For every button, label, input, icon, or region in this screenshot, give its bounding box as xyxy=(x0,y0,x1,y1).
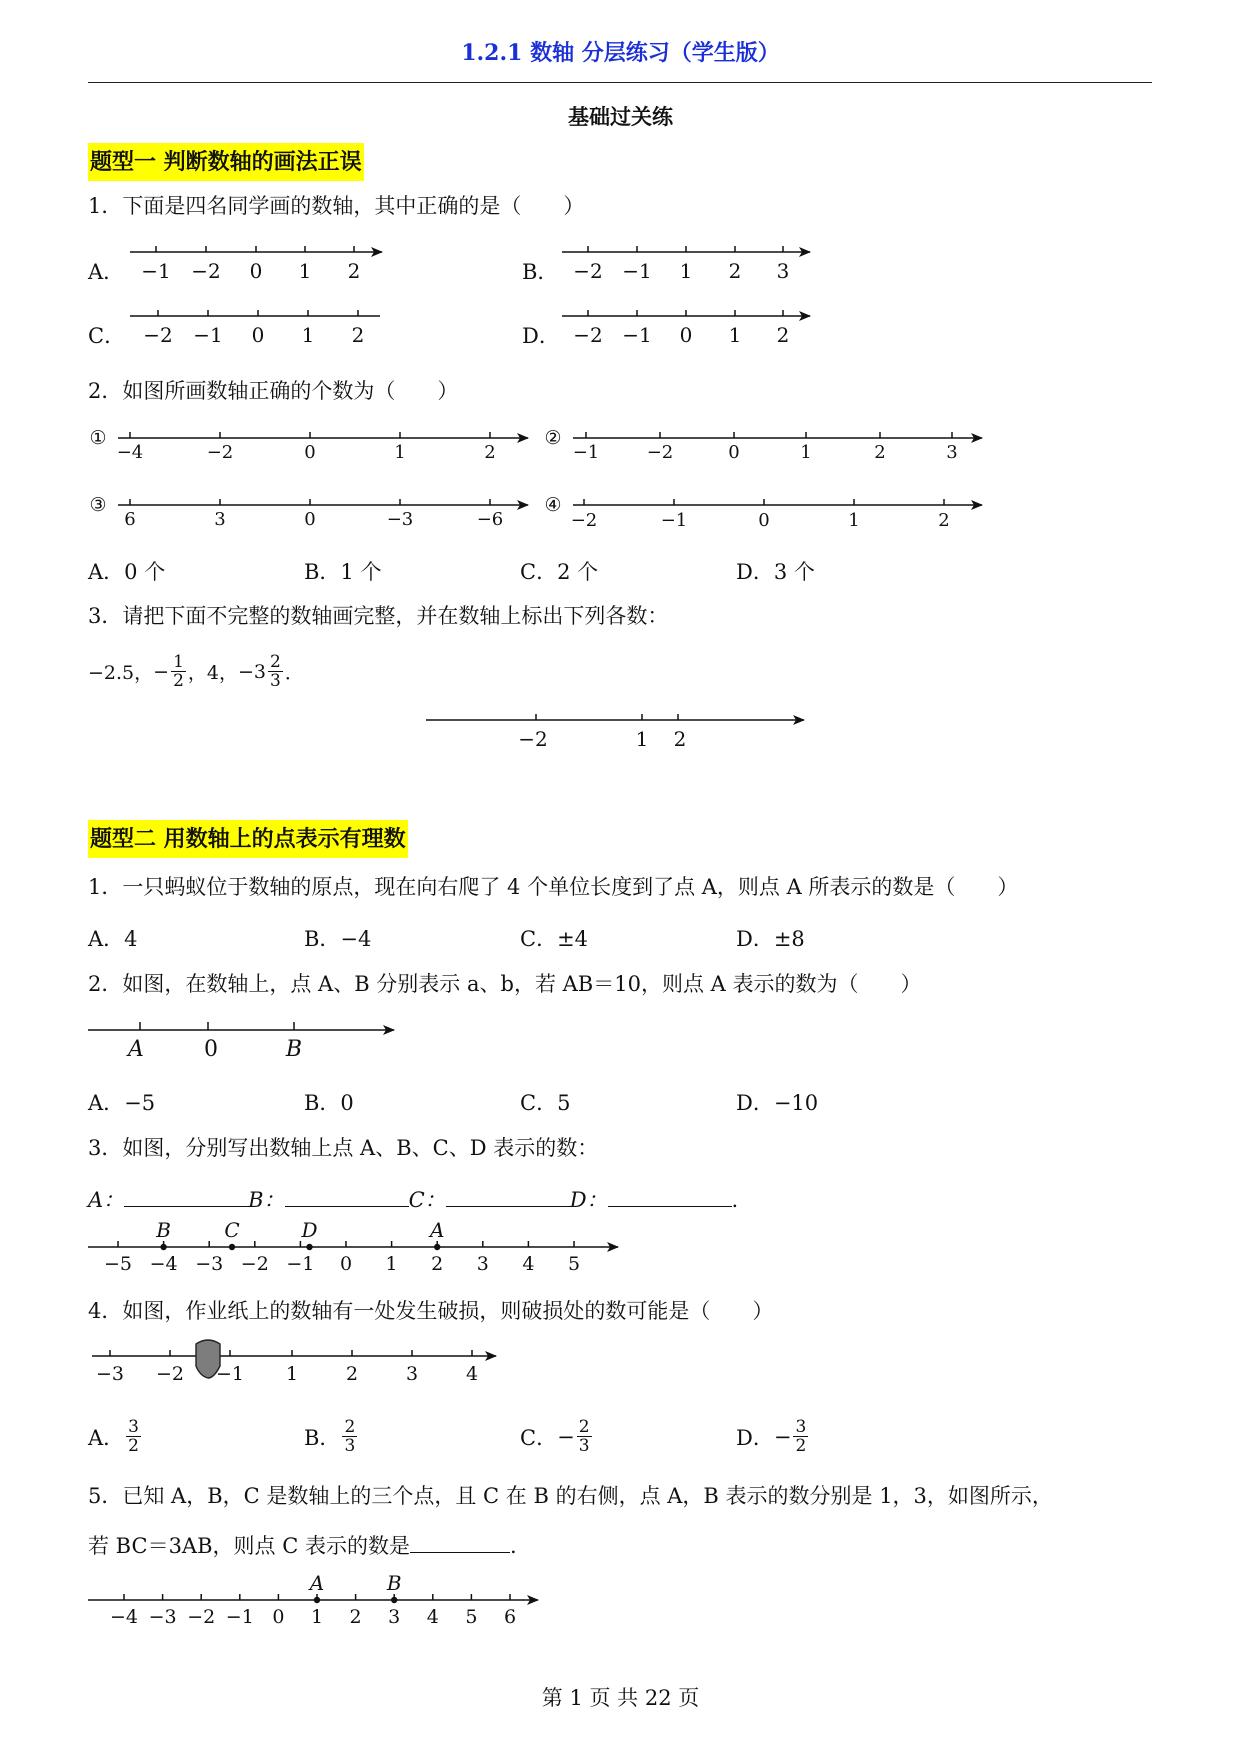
tick-label: 1 xyxy=(394,442,406,463)
number-text: ． xyxy=(284,662,304,684)
tick-label: 1 xyxy=(298,259,312,283)
s2-q4-axis xyxy=(92,1340,496,1385)
option-label: B． xyxy=(304,1425,341,1450)
tick-label: 1 xyxy=(800,442,812,463)
tick-label: 2 xyxy=(776,323,790,347)
tick-label: −1 xyxy=(141,259,171,283)
fraction-denominator: 2 xyxy=(128,1436,139,1456)
s1-q2-stem: 2．如图所画数轴正确的个数为（ ） xyxy=(88,379,459,403)
s1-q1-axis-c xyxy=(130,310,380,347)
tick-label: −2 xyxy=(155,1363,185,1385)
s1-q2-option-b: B．1 个 xyxy=(304,560,382,584)
s2-q2-axis xyxy=(88,1022,394,1062)
point-c-label: C xyxy=(224,1218,240,1242)
tick-label: 2 xyxy=(345,1363,359,1385)
tick-label: 2 xyxy=(351,323,365,347)
number-text: −2.5， xyxy=(88,662,154,684)
number-text: ，4， xyxy=(187,662,238,684)
tick-label: 0 xyxy=(249,259,263,283)
tick-label: 4 xyxy=(465,1363,479,1385)
tick-label: 1 xyxy=(385,1253,398,1275)
option-label: D． xyxy=(736,1425,774,1450)
point-d-dot xyxy=(306,1244,312,1250)
answer-blank-c[interactable] xyxy=(446,1184,570,1207)
option-label: A． xyxy=(88,1425,125,1450)
s1-q3-numbers xyxy=(88,653,304,690)
circled-mark: ④ xyxy=(544,494,562,516)
tick-label: −2 xyxy=(573,259,603,283)
s1-q2-option-a: A．0 个 xyxy=(88,560,166,584)
s1-q1-axis-b xyxy=(562,246,810,283)
option-fraction xyxy=(577,1418,592,1455)
tick-label: −2 xyxy=(570,510,598,531)
tick-label: 3 xyxy=(405,1363,419,1385)
s1-q1-axis-a xyxy=(130,246,382,283)
tick-label: 1 xyxy=(848,510,860,531)
option-fraction xyxy=(342,1418,357,1455)
tick-label: −3 xyxy=(148,1606,177,1628)
s2-q2-option-d: D．−10 xyxy=(736,1091,819,1115)
tick-label: 0 xyxy=(272,1606,285,1628)
s2-q4-option-a xyxy=(88,1418,143,1455)
tick-label: −1 xyxy=(572,442,600,463)
tick-label: 0 xyxy=(339,1253,353,1275)
tick-label: 0 xyxy=(304,442,316,463)
tick-label: −3 xyxy=(195,1253,224,1275)
tick-label: 1 xyxy=(679,259,693,283)
tick-label: 2 xyxy=(484,442,496,463)
page-footer: 第 1 页 共 22 页 xyxy=(541,1686,700,1710)
tick-label: 5 xyxy=(567,1253,581,1275)
tick-label: −1 xyxy=(286,1253,315,1275)
point-b-label: B xyxy=(386,1571,402,1595)
page-title: 1.2.1 数轴 分层练习（学生版） xyxy=(461,40,780,66)
fraction-numerator: 2 xyxy=(344,1417,356,1437)
point-c-dot xyxy=(229,1244,235,1250)
tick-label: −2 xyxy=(240,1253,269,1275)
blank-label-d: D： xyxy=(569,1188,608,1212)
option-sign: − xyxy=(557,1424,575,1449)
tick-label: 0 xyxy=(679,323,693,347)
s1-q3-axis xyxy=(426,714,804,751)
s1-q3-stem: 3．请把下面不完整的数轴画完整，并在数轴上标出下列各数： xyxy=(88,604,669,628)
s2-q4-option-c xyxy=(520,1418,594,1455)
section-subtitle: 基础过关练 xyxy=(568,104,673,129)
tick-label: 1 xyxy=(728,323,742,347)
tick-label: −1 xyxy=(215,1363,245,1385)
tick-label: 6 xyxy=(124,509,136,530)
tick-label: 2 xyxy=(349,1606,362,1628)
s2-q2-stem: 2．如图，在数轴上，点 A、B 分别表示 a、b，若 AB＝10，则点 A 表示的数为（ ） xyxy=(88,972,922,996)
s2-q3-axis xyxy=(88,1218,618,1275)
tick-label: −2 xyxy=(646,442,674,463)
s2-q4-stem: 4．如图，作业纸上的数轴有一处发生破损，则破损处的数可能是（ ） xyxy=(88,1299,774,1323)
tick-label: 3 xyxy=(476,1253,489,1275)
section2-heading: 题型二 用数轴上的点表示有理数 xyxy=(88,820,408,858)
fraction-denominator: 3 xyxy=(344,1436,356,1456)
blank-label-c: C： xyxy=(408,1188,446,1212)
tick-label: 3 xyxy=(388,1606,401,1628)
circled-mark: ② xyxy=(544,427,562,449)
s2-q4-option-d xyxy=(736,1418,810,1455)
s1-q2-axis-2 xyxy=(544,427,982,463)
s2-q2-option-b: B．0 xyxy=(304,1091,354,1115)
fraction-sign: − xyxy=(153,660,170,683)
answer-blank-d[interactable] xyxy=(608,1184,732,1207)
tick-label: 5 xyxy=(465,1606,478,1628)
tick-label: −6 xyxy=(476,509,504,530)
option-fraction xyxy=(126,1418,141,1455)
section1-heading: 题型一 判断数轴的画法正误 xyxy=(88,143,364,181)
s2-q2-option-c: C．5 xyxy=(520,1091,571,1115)
tick-label: 1 xyxy=(310,1606,324,1628)
tick-label: −4 xyxy=(109,1606,139,1628)
tick-label: −4 xyxy=(116,442,144,463)
tick-label: −4 xyxy=(149,1253,178,1275)
tick-label: 2 xyxy=(431,1253,444,1275)
option-label: C． xyxy=(520,1425,558,1450)
tick-label: 4 xyxy=(426,1606,439,1628)
tick-label: 3 xyxy=(214,509,226,530)
tick-label: 2 xyxy=(874,442,886,463)
blank-label-b: B： xyxy=(248,1188,285,1212)
s2-q2-option-a: A．−5 xyxy=(88,1091,156,1115)
point-label: B xyxy=(285,1037,303,1062)
fraction-denominator: 2 xyxy=(173,671,184,691)
tick-label: −2 xyxy=(191,259,221,283)
point-a-label: A xyxy=(309,1571,325,1595)
circled-mark: ① xyxy=(89,427,107,449)
tick-label: 6 xyxy=(503,1606,517,1628)
point-a-dot xyxy=(434,1244,440,1250)
tick-label: 3 xyxy=(946,442,958,463)
tick-label: 2 xyxy=(938,510,950,531)
s1-q2-axis-3 xyxy=(89,494,528,530)
s1-q1-option-b-label: B． xyxy=(522,260,559,284)
point-b-dot xyxy=(391,1597,397,1603)
tick-label: 1 xyxy=(635,727,649,751)
option-sign: − xyxy=(773,1424,792,1449)
point-label: A xyxy=(128,1037,144,1062)
tick-label: −1 xyxy=(660,510,688,531)
fraction-numerator: 3 xyxy=(128,1417,139,1437)
s2-q1-option-a: A．4 xyxy=(88,927,138,951)
s1-q1-axis-d xyxy=(562,310,810,347)
tick-label: −1 xyxy=(622,323,652,347)
tick-label: −2 xyxy=(143,323,173,347)
tick-label: −1 xyxy=(622,259,652,283)
s2-q1-stem: 1．一只蚂蚁位于数轴的原点，现在向右爬了 4 个单位长度到了点 A，则点 A 所表示的数是（ ） xyxy=(88,875,1019,899)
s2-q4-option-b xyxy=(304,1418,359,1455)
s2-q5-axis xyxy=(88,1571,538,1628)
answer-blank-c-value[interactable] xyxy=(410,1530,510,1553)
fraction-denominator: 3 xyxy=(270,671,281,691)
s2-q5-line2-text: 若 BC＝3AB，则点 C 表示的数是 xyxy=(88,1534,410,1558)
tick-label: −5 xyxy=(103,1253,133,1275)
fraction-numerator: 3 xyxy=(795,1417,807,1437)
s2-q5-end: . xyxy=(509,1534,517,1558)
blank-end: . xyxy=(731,1188,739,1212)
blank-label-a: A： xyxy=(88,1188,125,1212)
tick-label: 0 xyxy=(304,509,316,530)
tick-label: 2 xyxy=(347,259,361,283)
s1-q2-option-d: D．3 个 xyxy=(736,560,815,584)
tick-label: 0 xyxy=(728,442,740,463)
s2-q3-blanks xyxy=(88,1184,738,1214)
fraction-numerator: 1 xyxy=(173,652,184,672)
answer-blank-b[interactable] xyxy=(285,1184,409,1207)
tick-label: 0 xyxy=(251,323,265,347)
option-fraction xyxy=(793,1418,808,1455)
tick-label: 0 xyxy=(758,510,770,531)
s2-q1-option-b: B．−4 xyxy=(304,927,372,951)
tick-label: −2 xyxy=(187,1606,216,1628)
tick-label: −2 xyxy=(573,323,603,347)
fraction-numerator: 2 xyxy=(578,1417,590,1437)
tick-label: −1 xyxy=(225,1606,254,1628)
point-b-dot xyxy=(160,1244,166,1250)
s2-q3-stem: 3．如图，分别写出数轴上点 A、B、C、D 表示的数： xyxy=(88,1136,599,1160)
point-b-label: B xyxy=(156,1218,171,1242)
point-a-dot xyxy=(314,1597,320,1603)
tick-label: −3 xyxy=(95,1363,125,1385)
tick-label: −2 xyxy=(518,727,548,751)
answer-blank-a[interactable] xyxy=(124,1184,248,1207)
tick-label: −3 xyxy=(386,509,414,530)
fraction-numerator: 2 xyxy=(270,652,281,672)
s2-q5-line2 xyxy=(88,1530,517,1560)
s1-q2-axis-4 xyxy=(544,494,982,531)
s1-q2-option-c: C．2 个 xyxy=(520,560,599,584)
fraction-two-thirds xyxy=(268,653,283,690)
point-a-label: A xyxy=(429,1218,445,1242)
fraction-denominator: 2 xyxy=(795,1436,807,1456)
s2-q1-option-d: D．±8 xyxy=(736,927,805,951)
tick-label: 2 xyxy=(673,727,687,751)
s2-q1-option-c: C．±4 xyxy=(520,927,589,951)
fraction-denominator: 3 xyxy=(578,1436,590,1456)
tick-label: −2 xyxy=(206,442,234,463)
s1-q2-axis-1 xyxy=(89,427,528,463)
s2-q5-line1: 5．已知 A，B，C 是数轴上的三个点，且 C 在 B 的右侧，点 A，B 表示的数分别是 1，3，如图所示， xyxy=(88,1484,1053,1508)
s1-q1-option-c-label: C． xyxy=(88,324,126,348)
mixed-number-whole: −3 xyxy=(237,660,266,683)
tick-label: 1 xyxy=(285,1363,299,1385)
tick-label: 3 xyxy=(776,259,790,283)
tick-label: 2 xyxy=(728,259,742,283)
s1-q1-option-d-label: D． xyxy=(522,324,560,348)
tick-label: 1 xyxy=(301,323,315,347)
fraction-one-half xyxy=(171,653,186,690)
tick-label: 4 xyxy=(522,1253,535,1275)
s1-q1-stem: 1．下面是四名同学画的数轴，其中正确的是（ ） xyxy=(88,194,585,218)
point-label: 0 xyxy=(204,1037,218,1062)
tick-label: −1 xyxy=(193,323,223,347)
circled-mark: ③ xyxy=(89,494,107,516)
s1-q1-option-a-label: A． xyxy=(88,260,125,284)
point-d-label: D xyxy=(301,1218,318,1242)
